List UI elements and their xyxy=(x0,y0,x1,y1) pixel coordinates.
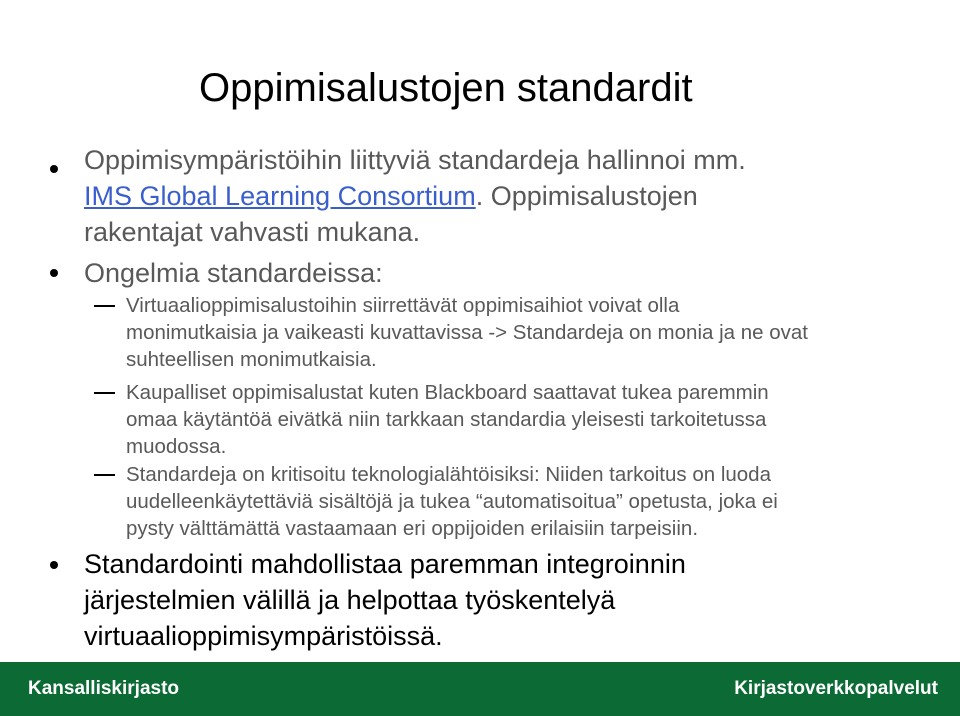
sub-bullet-2-line-2: omaa käytäntöä eivätkä niin tarkkaan standardia yleisesti tarkoitetussa xyxy=(126,408,767,431)
dash-bullet xyxy=(94,392,115,394)
ims-link[interactable]: IMS Global Learning Consortium xyxy=(84,181,476,211)
bullet-dot xyxy=(50,165,58,173)
bullet-2-text: Ongelmia standardeissa: xyxy=(84,258,383,288)
slide-title: Oppimisalustojen standardit xyxy=(199,66,693,110)
bullet-3-line-2: järjestelmien välillä ja helpottaa työskentelyä xyxy=(84,585,616,615)
sub-bullet-1 xyxy=(126,292,896,373)
bullet-1-line-1: Oppimisympäristöihin liittyviä standardeja hallinnoi mm. xyxy=(84,145,746,175)
dash-bullet xyxy=(94,305,115,307)
bullet-3-line-3: virtuaalioppimisympäristöissä. xyxy=(84,621,443,651)
footer-logo-kirjastoverkkopalvelut: Kirjastoverkkopalvelut xyxy=(734,678,938,699)
sub-bullet-1-line-2: monimutkaisia ja vaikeasti kuvattavissa -> Standardeja on monia ja ne ovat xyxy=(126,321,808,344)
dash-bullet xyxy=(94,474,115,476)
sub-bullet-2 xyxy=(126,379,896,460)
sub-bullet-3-line-1: Standardeja on kritisoitu teknologialähtöisiksi: Niiden tarkoitus on luoda xyxy=(126,463,771,486)
sub-bullet-1-line-3: suhteellisen monimutkaisia. xyxy=(126,348,377,371)
sub-bullet-3 xyxy=(126,461,896,542)
bullet-dot xyxy=(50,269,58,277)
footer-logo-kansalliskirjasto: Kansalliskirjasto xyxy=(28,678,180,699)
footer-bar xyxy=(0,662,960,716)
bullet-1-line-2-rest: . Oppimisalustojen xyxy=(475,181,698,211)
sub-bullet-3-line-3: pysty välttämättä vastaamaan eri oppijoiden erilaisiin tarpeisiin. xyxy=(126,517,699,540)
sub-bullet-2-line-1: Kaupalliset oppimisalustat kuten Blackboard saattavat tukea paremmin xyxy=(126,381,769,404)
bullet-1-line-2 xyxy=(84,178,904,214)
bullet-3-line-1: Standardointi mahdollistaa paremman integroinnin xyxy=(84,549,686,579)
bullet-dot xyxy=(50,561,58,569)
bullet-1-line-3: rakentajat vahvasti mukana. xyxy=(84,217,421,247)
sub-bullet-3-line-2: uudelleenkäytettäviä sisältöjä ja tukea “automatisoitua” opetusta, joka ei xyxy=(126,490,778,513)
sub-bullet-2-line-3: muodossa. xyxy=(126,435,227,458)
bullet-3-text xyxy=(84,546,904,654)
sub-bullet-1-line-1: Virtuaalioppimisalustoihin siirrettävät oppimisaihiot voivat olla xyxy=(126,294,680,317)
bullet-1-text xyxy=(84,142,904,250)
